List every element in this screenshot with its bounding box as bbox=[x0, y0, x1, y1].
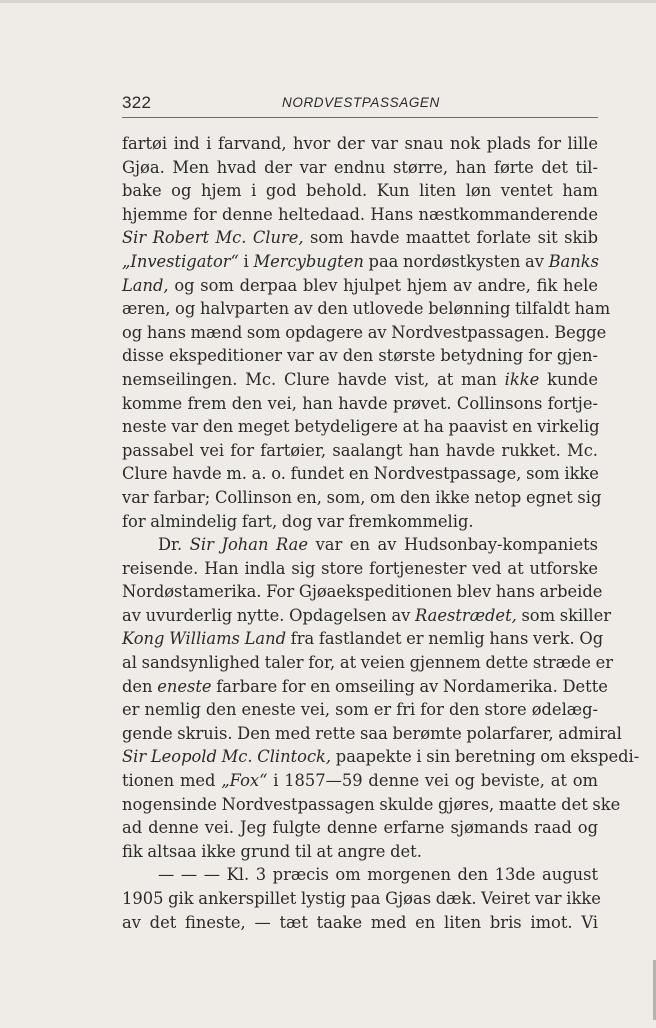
text-segment: nogensinde Nordvestpassagen skulde gjøres, maatte det ske bbox=[122, 794, 621, 814]
italic-text: ikke bbox=[504, 369, 540, 389]
text-segment: al sandsynlighed taler for, at veien gjennem dette stræde er bbox=[122, 653, 614, 673]
text-line bbox=[122, 651, 614, 675]
text-segment: av uvurderlig nytte. Opdagelsen av bbox=[122, 605, 416, 625]
text-segment: Gjøa. Men hvad der var endnu større, han førte det til- bbox=[122, 157, 598, 177]
text-segment: komme frem den vei, han havde prøvet. Collinsons fortje- bbox=[122, 393, 598, 413]
text-line bbox=[122, 745, 640, 769]
body-text bbox=[122, 132, 640, 934]
text-line bbox=[122, 156, 598, 180]
page-header bbox=[122, 93, 598, 118]
text-segment: bake og hjem i god behold. Kun liten løn ventet ham bbox=[122, 181, 598, 201]
text-segment: den bbox=[122, 676, 158, 696]
text-segment: Clure havde m. a. o. fundet en Nordvestpassage, som ikke bbox=[122, 464, 599, 484]
text-segment: og hans mænd som opdagere av Nordvestpassagen. Begge bbox=[122, 322, 607, 342]
text-segment: kunde bbox=[539, 369, 598, 389]
text-line bbox=[122, 604, 611, 628]
text-line bbox=[122, 840, 598, 864]
text-line bbox=[122, 415, 598, 439]
text-segment: paapekte i sin beretning om ekspedi- bbox=[331, 747, 640, 767]
text-segment: passabel vei for fartøier, saalangt han havde rukket. Mc. bbox=[122, 440, 598, 460]
text-segment: reisende. Han indla sig store fortjenester ved at utforske bbox=[122, 558, 598, 578]
text-line bbox=[122, 510, 598, 534]
italic-text: „Investigator“ bbox=[122, 251, 239, 271]
text-line bbox=[122, 368, 598, 392]
text-segment: disse ekspeditioner var av den største betydning for gjen- bbox=[122, 346, 598, 366]
text-segment: som skiller bbox=[516, 605, 611, 625]
text-segment: gende skruis. Den med rette saa berømte polarfarer, admiral bbox=[122, 723, 622, 743]
italic-text: „Fox“ bbox=[221, 771, 268, 791]
text-segment: i bbox=[238, 251, 254, 271]
text-line bbox=[122, 486, 602, 510]
text-segment: var en av Hudsonbay-kompaniets bbox=[308, 535, 598, 555]
text-line bbox=[122, 533, 598, 557]
text-segment: var farbar; Collinson en, som, om den ikke netop egnet sig bbox=[122, 487, 602, 507]
text-line bbox=[122, 226, 598, 250]
text-line bbox=[122, 816, 598, 840]
text-segment: fik altsaa ikke grund til at angre det. bbox=[122, 841, 422, 861]
text-segment: æren, og halvparten av den utlovede belønning tilfaldt ham bbox=[122, 299, 611, 319]
text-segment: og som derpaa blev hjulpet hjem av andre, fik hele bbox=[168, 275, 598, 295]
text-line bbox=[122, 675, 608, 699]
text-segment: nemseilingen. Mc. Clure havde vist, at man bbox=[122, 369, 505, 389]
page-number: 322 bbox=[122, 93, 152, 112]
text-segment: fartøi ind i farvand, hvor der var snau nok plads for lille bbox=[122, 134, 598, 153]
text-segment: tionen med bbox=[122, 771, 222, 791]
text-line bbox=[122, 769, 598, 793]
text-segment: hjemme for denne heltedaad. Hans næstkommanderende bbox=[122, 204, 598, 224]
text-segment: Dr. bbox=[158, 535, 190, 555]
text-segment: fra fastlandet er nemlig hans verk. Og bbox=[286, 629, 604, 649]
text-line bbox=[122, 132, 598, 156]
text-segment: neste var den meget betydeligere at ha paavist en virkelig bbox=[122, 417, 600, 437]
text-segment: 1905 gik ankerspillet lystig paa Gjøas dæk. Veiret var ikke bbox=[122, 889, 601, 908]
text-line bbox=[122, 863, 598, 887]
page-top-edge bbox=[0, 0, 656, 3]
text-segment: for almindelig fart, dog var fremkommelig. bbox=[122, 511, 474, 531]
text-segment: paa nordøstkysten av bbox=[363, 251, 549, 271]
text-line bbox=[122, 297, 611, 321]
text-line bbox=[122, 274, 598, 298]
running-head: NORDVESTPASSAGEN bbox=[282, 95, 440, 110]
text-segment: ad denne vei. Jeg fulgte denne erfarne sjømands raad og bbox=[122, 818, 598, 838]
text-line bbox=[122, 911, 598, 935]
text-line bbox=[122, 321, 607, 345]
text-line bbox=[122, 179, 598, 203]
italic-text: Mercybugten bbox=[253, 251, 364, 271]
text-line bbox=[122, 392, 598, 416]
text-segment: av det fineste, — tæt taake med en liten bris imot. Vi bbox=[122, 912, 598, 932]
text-line bbox=[122, 462, 598, 486]
italic-text: Sir Leopold Mc. Clintock, bbox=[122, 747, 332, 767]
italic-text: Sir Robert Mc. Clure, bbox=[122, 228, 304, 248]
text-line bbox=[122, 580, 603, 604]
text-line bbox=[122, 203, 598, 227]
italic-text: Land, bbox=[122, 275, 169, 295]
text-line bbox=[122, 887, 601, 911]
italic-text: eneste bbox=[157, 676, 212, 696]
text-segment: i 1857—59 denne vei og beviste, at om bbox=[267, 771, 598, 791]
italic-text: Banks bbox=[548, 251, 599, 271]
text-segment: Nordøstamerika. For Gjøaekspeditionen blev hans arbeide bbox=[122, 582, 603, 602]
text-line bbox=[122, 250, 598, 274]
text-segment: farbare for en omseiling av Nordamerika. Dette bbox=[211, 676, 608, 696]
italic-text: Kong Williams Land bbox=[122, 629, 286, 649]
italic-text: Raestrædet, bbox=[415, 605, 517, 625]
text-line bbox=[122, 722, 622, 746]
text-line bbox=[122, 557, 598, 581]
text-line bbox=[122, 344, 598, 368]
text-line bbox=[122, 793, 621, 817]
text-segment: er nemlig den eneste vei, som er fri for den store ødelæg- bbox=[122, 700, 598, 720]
text-line bbox=[122, 627, 604, 651]
text-line bbox=[122, 439, 598, 463]
text-segment: som havde maattet forlate sit skib bbox=[303, 228, 598, 248]
text-line bbox=[122, 698, 598, 722]
italic-text: Sir Johan Rae bbox=[189, 535, 309, 555]
text-segment: — — — Kl. 3 præcis om morgenen den 13de august bbox=[158, 865, 598, 885]
